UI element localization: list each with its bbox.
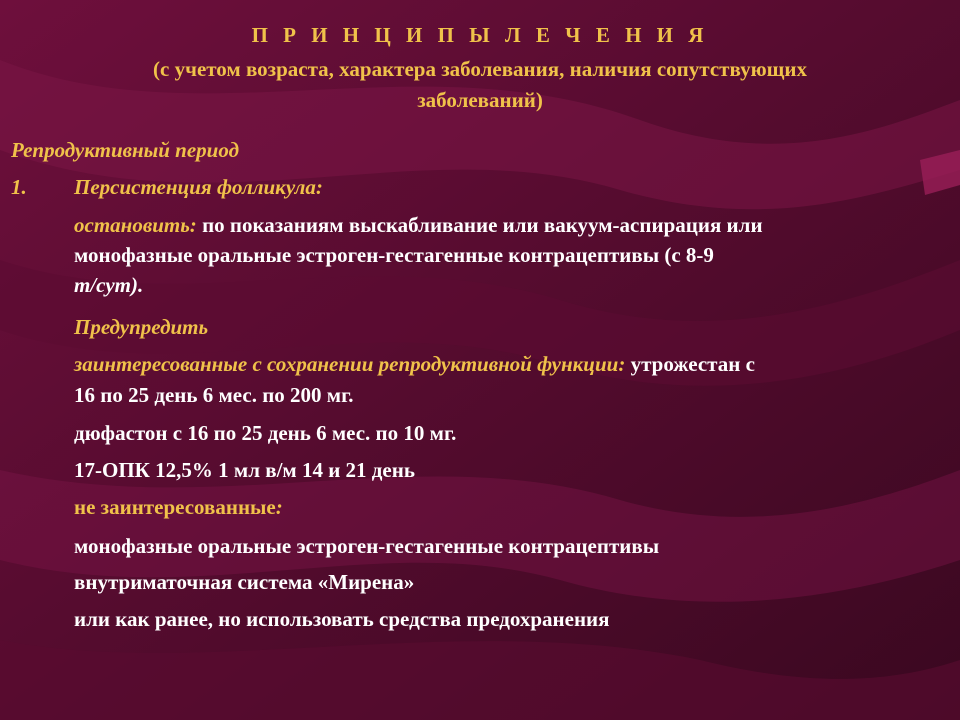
not-interested-line: [74, 492, 283, 522]
stop-line-3: т/сут).: [74, 273, 144, 297]
item-heading: Персистенция фолликула:: [74, 175, 323, 199]
item-number: 1.: [11, 175, 27, 199]
duphaston-line: дюфастон с 16 по 25 день 6 мес. по 10 мг.: [74, 421, 457, 445]
slide-title: П Р И Н Ц И П Ы Л Е Ч Е Н И Я: [251, 23, 709, 47]
stop-line-1: [74, 210, 763, 240]
interested-text-1: утрожестан с: [625, 352, 755, 376]
not-interested-label: не заинтересованные: [74, 495, 276, 519]
option-2: внутриматочная система «Мирена»: [74, 570, 415, 594]
interested-label: заинтересованные с сохранении репродуктивной функции:: [74, 352, 626, 376]
stop-line-2: монофазные оральные эстроген-гестагенные контрацептивы (с 8-9: [74, 243, 714, 267]
interested-line-2: 16 по 25 день 6 мес. по 200 мг.: [74, 383, 354, 407]
option-1: монофазные оральные эстроген-гестагенные контрацептивы: [74, 534, 660, 558]
stop-label: остановить:: [74, 213, 197, 237]
opk-line: 17-ОПК 12,5% 1 мл в/м 14 и 21 день: [74, 458, 415, 482]
section-heading: Репродуктивный период: [11, 138, 239, 162]
option-3: или как ранее, но использовать средства предохранения: [74, 607, 610, 631]
prevent-label: Предупредить: [74, 315, 209, 339]
slide-subtitle-line2: заболеваний): [417, 88, 543, 112]
stop-text-1: по показаниям выскабливание или вакуум-аспирация или: [196, 213, 763, 237]
not-interested-colon: :: [275, 495, 283, 519]
slide-subtitle-line1: (с учетом возраста, характера заболевания, наличия сопутствующих: [153, 57, 807, 81]
interested-line-1: [74, 349, 755, 379]
